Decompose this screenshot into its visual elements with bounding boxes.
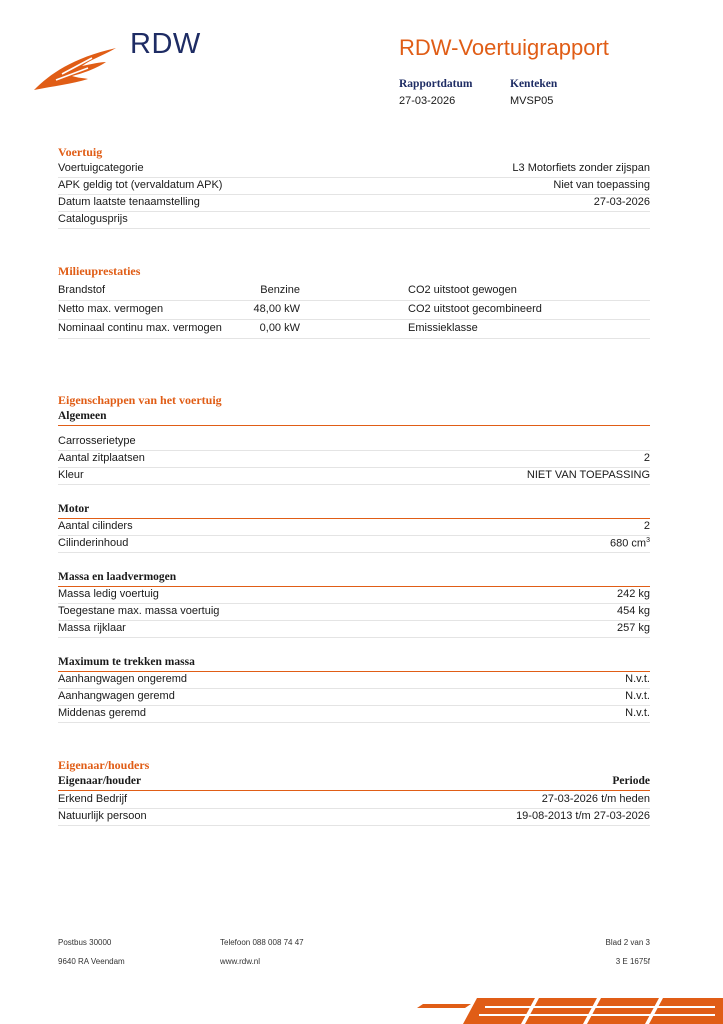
table-row: Massa ledig voertuig 242 kg xyxy=(58,587,650,604)
footer-telefoon: Telefoon 088 008 74 47 xyxy=(220,938,304,947)
table-row: Kleur NIET VAN TOEPASSING xyxy=(58,468,650,485)
table-row: Middenas geremd N.v.t. xyxy=(58,706,650,723)
logo-text: RDW xyxy=(130,28,201,60)
table-row: Toegestane max. massa voertuig 454 kg xyxy=(58,604,650,621)
table-row: Aanhangwagen ongeremd N.v.t. xyxy=(58,672,650,689)
footer-page-number: Blad 2 van 3 xyxy=(605,938,650,947)
table-header: Eigenaar/houder Periode xyxy=(58,775,650,791)
rapportdatum-label: Rapportdatum xyxy=(399,78,473,90)
section-title-eigenschappen: Eigenschappen van het voertuig xyxy=(58,393,222,407)
rapportdatum-value: 27-03-2026 xyxy=(399,95,456,107)
subsection-title-algemeen: Algemeen xyxy=(58,410,650,426)
table-row: Brandstof Benzine CO2 uitstoot gewogen xyxy=(58,282,650,301)
kenteken-label: Kenteken xyxy=(510,78,558,90)
footer-plaats: 9640 RA Veendam xyxy=(58,957,125,966)
table-row: Aanhangwagen geremd N.v.t. xyxy=(58,689,650,706)
section-title-milieuprestaties: Milieuprestaties xyxy=(58,264,141,278)
subsection-title-motor: Motor xyxy=(58,503,650,519)
footer-website: www.rdw.nl xyxy=(220,957,261,966)
subsection-title-massa: Massa en laadvermogen xyxy=(58,571,650,587)
table-row: Aantal zitplaatsen 2 xyxy=(58,451,650,468)
table-row: Nominaal continu max. vermogen 0,00 kW Emissieklasse xyxy=(58,320,650,339)
table-row: Catalogusprijs xyxy=(58,212,650,229)
table-row: Carrosserietype xyxy=(58,434,650,451)
table-row: Voertuigcategorie L3 Motorfiets zonder zijspan xyxy=(58,161,650,178)
rdw-logo-icon xyxy=(32,44,120,92)
table-row: Cilinderinhoud 680 $cm^3$ xyxy=(58,536,650,553)
section-title-voertuig: Voertuig xyxy=(58,145,103,159)
page-title: RDW-Voertuigrapport xyxy=(399,35,609,60)
decorative-stripes-icon xyxy=(415,994,723,1024)
section-title-eigenaar: Eigenaar/houders xyxy=(58,758,150,772)
table-row: Netto max. vermogen 48,00 kW CO2 uitstoot gecombineerd xyxy=(58,301,650,320)
table-row: Massa rijklaar 257 kg xyxy=(58,621,650,638)
table-row: Natuurlijk persoon 19-08-2013 t/m 27-03-2026 xyxy=(58,809,650,826)
table-row: Erkend Bedrijf 27-03-2026 t/m heden xyxy=(58,792,650,809)
footer-code: 3 E 1675f xyxy=(615,957,650,966)
table-row: APK geldig tot (vervaldatum APK) Niet van toepassing xyxy=(58,178,650,195)
table-row: Aantal cilinders 2 xyxy=(58,519,650,536)
subsection-title-trekken: Maximum te trekken massa xyxy=(58,656,650,672)
table-row: Datum laatste tenaamstelling 27-03-2026 xyxy=(58,195,650,212)
kenteken-value: MVSP05 xyxy=(510,95,554,107)
footer-postbus: Postbus 30000 xyxy=(58,938,112,947)
